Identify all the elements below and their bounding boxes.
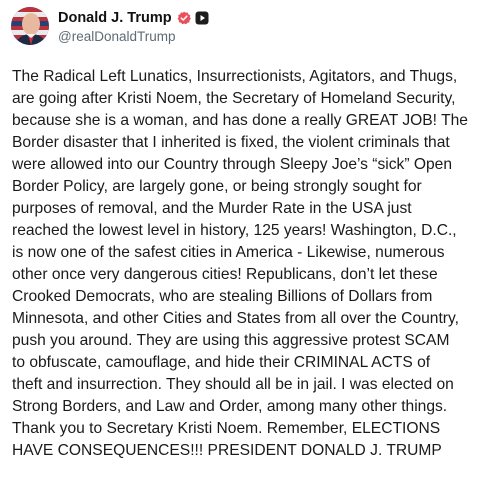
post-header [11, 6, 209, 46]
user-avatar-icon [11, 7, 49, 45]
verified-badge-icon [177, 11, 191, 25]
avatar[interactable] [11, 7, 49, 45]
media-play-icon [195, 11, 209, 25]
author-handle[interactable]: @realDonaldTrump [58, 28, 176, 44]
author-name-row [58, 9, 209, 28]
post-body-text: The Radical Left Lunatics, Insurrectionists, Agitators, and Thugs, are going after Kristi Noem, the Secretary of Homeland Security, because she is a woman, and has done a really GREAT JOB! The Border disaster that I inherited is fixed, the violent criminals that were allowed into our Country through Sleepy Joe’s “sick” Open Border Policy, are largely gone, or being strongly sought for purposes of removal, and the Murder Rate in the USA just reached the lowest level in history, 125 years! Washington, D.C., is now one of the safest cities in America - Likewise, numerous other once very dangerous cities! Republicans, don’t let these Crooked Democrats, who are stealing Billions of Dollars from Minnesota, and other Cities and States from all over the Country, push you around. They are using this aggressive protest SCAM to obfuscate, camouflage, and hide their CRIMINAL ACTS of theft and insurrection. They should all be in jail. I was elected on Strong Borders, and Law and Order, among many other things. Thank you to Secretary Kristi Noem. Remember, ELECTIONS HAVE CONSEQUENCES!!! PRESIDENT DONALD J. TRUMP [12, 68, 468, 459]
author-info [58, 9, 209, 44]
author-display-name[interactable]: Donald J. Trump [58, 10, 172, 26]
